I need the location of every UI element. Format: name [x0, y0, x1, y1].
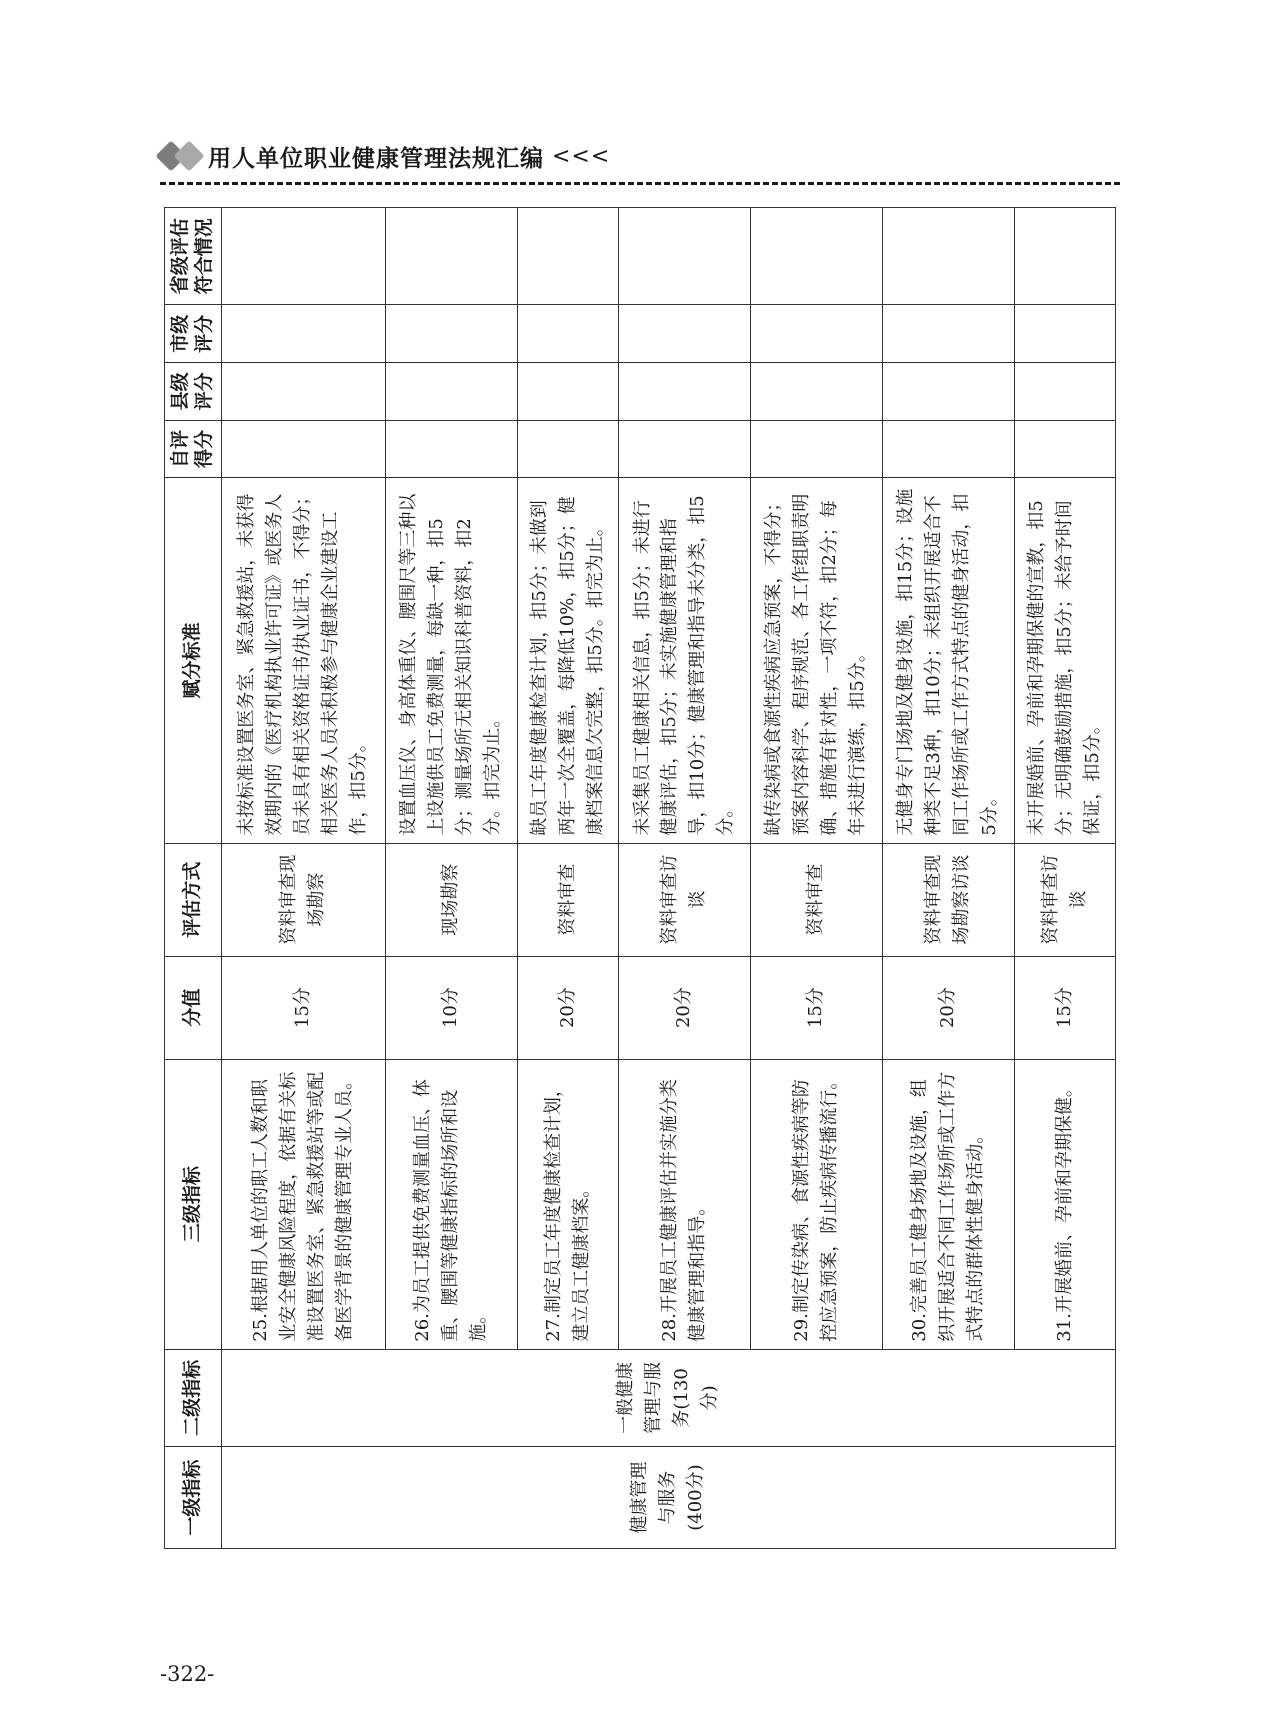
- evaluation-method: 资料审查: [750, 843, 882, 956]
- col-header-county-score: 县级评分: [165, 363, 222, 421]
- scoring-criteria: 未开展婚前、孕前和孕期保健的宣教，扣5分；无明确鼓励措施，扣5分；未给予时间保证，扣5分。: [1014, 478, 1115, 843]
- col-header-level2: 二级指标: [165, 1349, 222, 1446]
- self-score-cell[interactable]: [385, 420, 517, 478]
- table-row: [750, 208, 882, 1549]
- province-eval-cell[interactable]: [221, 208, 385, 305]
- level3-indicator: 27.制定员工年度健康检查计划，建立员工健康档案。: [517, 1059, 618, 1349]
- col-header-criteria: 赋分标准: [165, 478, 222, 843]
- header-row: [165, 208, 222, 1549]
- scoring-criteria: 缺员工年度健康检查计划，扣5分；未做到两年一次全覆盖，每降低10%，扣5分；健康档案信息欠完整，扣5分。扣完为止。: [517, 478, 618, 843]
- evaluation-method: 资料审查现场勘察访谈: [882, 843, 1014, 956]
- col-header-method: 评估方式: [165, 843, 222, 956]
- score-value: 15分: [1014, 956, 1115, 1059]
- level3-indicator: 30.完善员工健身场地及设施，组织开展适合不同工作场所或工作方式特点的群体性健身活动。: [882, 1059, 1014, 1349]
- evaluation-method: 资料审查: [517, 843, 618, 956]
- self-score-cell[interactable]: [517, 420, 618, 478]
- county-score-cell[interactable]: [882, 363, 1014, 421]
- score-value: 20分: [618, 956, 750, 1059]
- score-value: 10分: [385, 956, 517, 1059]
- self-score-cell[interactable]: [618, 420, 750, 478]
- province-eval-cell[interactable]: [750, 208, 882, 305]
- evaluation-method: 资料审查现场勘察: [221, 843, 385, 956]
- county-score-cell[interactable]: [618, 363, 750, 421]
- score-value: 15分: [750, 956, 882, 1059]
- scoring-criteria: 无健身专门场地及健身设施，扣15分；设施种类不足3种，扣10分；未组织开展适合不同工作场所或工作方式特点的健身活动，扣5分。: [882, 478, 1014, 843]
- level3-indicator: 26.为员工提供免费测量血压、体重、腰围等健康指标的场所和设施。: [385, 1059, 517, 1349]
- col-header-level1: 一级指标: [165, 1447, 222, 1549]
- self-score-cell[interactable]: [750, 420, 882, 478]
- county-score-cell[interactable]: [385, 363, 517, 421]
- score-value: 15分: [221, 956, 385, 1059]
- running-header: [160, 136, 610, 176]
- county-score-cell[interactable]: [221, 363, 385, 421]
- level1-indicator: 健康管理与服务(400分): [221, 1447, 1116, 1549]
- table-row: [221, 208, 385, 1549]
- city-score-cell[interactable]: [385, 305, 517, 363]
- scoring-criteria: 未采集员工健康相关信息，扣5分；未进行健康评估，扣5分；未实施健康管理和指导，扣10分；健康管理和指导未分类，扣5分。: [618, 478, 750, 843]
- province-eval-cell[interactable]: [385, 208, 517, 305]
- scoring-criteria: 缺传染病或食源性疾病应急预案，不得分；预案内容科学、程序规范、各工作组职责明确、措施有针对性，一项不符，扣2分；每年未进行演练，扣5分。: [750, 478, 882, 843]
- city-score-cell[interactable]: [618, 305, 750, 363]
- city-score-cell[interactable]: [882, 305, 1014, 363]
- self-score-cell[interactable]: [882, 420, 1014, 478]
- col-header-self-score: 自评得分: [165, 420, 222, 478]
- evaluation-method: 资料审查访谈: [1014, 843, 1115, 956]
- score-value: 20分: [882, 956, 1014, 1059]
- county-score-cell[interactable]: [750, 363, 882, 421]
- table-row: [882, 208, 1014, 1549]
- header-arrows: <<<: [552, 143, 611, 169]
- diamond-ornament-icon: [160, 145, 196, 167]
- self-score-cell[interactable]: [221, 420, 385, 478]
- province-eval-cell[interactable]: [517, 208, 618, 305]
- scoring-criteria: 未按标准设置医务室、紧急救援站，未获得效期内的《医疗机构执业许可证》或医务人员未具有相关资格证书/执业证书，不得分；相关医务人员未积极参与健康企业建设工作，扣5分。: [221, 478, 385, 843]
- province-eval-cell[interactable]: [618, 208, 750, 305]
- table-row: [1014, 208, 1115, 1549]
- province-eval-cell[interactable]: [882, 208, 1014, 305]
- header-rule: [160, 182, 1120, 185]
- level3-indicator: 25.根据用人单位的职工人数和职业安全健康风险程度，依据有关标准设置医务室、紧急救援站等或配备医学背景的健康管理专业人员。: [221, 1059, 385, 1349]
- table-row: [517, 208, 618, 1549]
- table-row: [618, 208, 750, 1549]
- level2-indicator: 一般健康管理与服务(130分): [221, 1349, 1116, 1446]
- evaluation-method: 现场勘察: [385, 843, 517, 956]
- evaluation-table-rotated: [164, 208, 1116, 1549]
- evaluation-table: [164, 207, 1116, 1549]
- table-row: [385, 208, 517, 1549]
- city-score-cell[interactable]: [750, 305, 882, 363]
- self-score-cell[interactable]: [1014, 420, 1115, 478]
- score-value: 20分: [517, 956, 618, 1059]
- level3-indicator: 29.制定传染病、食源性疾病等防控应急预案，防止疾病传播流行。: [750, 1059, 882, 1349]
- city-score-cell[interactable]: [517, 305, 618, 363]
- level3-indicator: 31.开展婚前、孕前和孕期保健。: [1014, 1059, 1115, 1349]
- page-number: -322-: [160, 1662, 215, 1686]
- province-eval-cell[interactable]: [1014, 208, 1115, 305]
- city-score-cell[interactable]: [221, 305, 385, 363]
- col-header-score: 分值: [165, 956, 222, 1059]
- col-header-level3: 三级指标: [165, 1059, 222, 1349]
- scoring-criteria: 设置血压仪、身高体重仪、腰围尺等三种以上设施供员工免费测量，每缺一种，扣5分；测量场所无相关知识科普资料，扣2分。扣完为止。: [385, 478, 517, 843]
- col-header-province-eval: 省级评估符合情况: [165, 208, 222, 305]
- county-score-cell[interactable]: [517, 363, 618, 421]
- col-header-city-score: 市级评分: [165, 305, 222, 363]
- book-title: 用人单位职业健康管理法规汇编: [208, 145, 544, 172]
- county-score-cell[interactable]: [1014, 363, 1115, 421]
- level3-indicator: 28.开展员工健康评估并实施分类健康管理和指导。: [618, 1059, 750, 1349]
- city-score-cell[interactable]: [1014, 305, 1115, 363]
- evaluation-method: 资料审查访谈: [618, 843, 750, 956]
